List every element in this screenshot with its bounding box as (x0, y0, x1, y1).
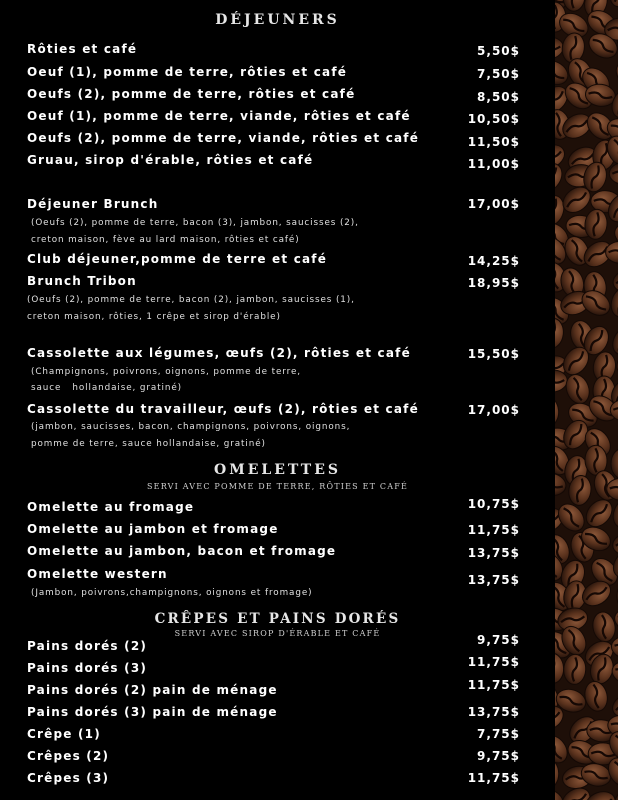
item-name: Crêpe (1) (27, 727, 101, 741)
item-name: Pains dorés (3) pain de ménage (27, 705, 278, 719)
section-title-dejeuners: DÉJEUNERS (215, 12, 340, 28)
item-price: 5,50$ (477, 44, 520, 58)
item-name: Oeufs (2), pomme de terre, rôties et café (27, 87, 356, 101)
item-name: Omelette au jambon, bacon et fromage (27, 544, 337, 558)
item-name: Oeufs (2), pomme de terre, viande, rôties et café (27, 131, 420, 145)
item-description: (Jambon, poivrons,champignons, oignons et fromage) (31, 588, 313, 598)
item-description: creton maison, fève au lard maison, rôties et café) (31, 235, 300, 245)
item-name: Omelette au jambon et fromage (27, 522, 279, 536)
coffee-beans-image (555, 0, 618, 800)
item-description: sauce hollandaise, gratiné) (31, 383, 183, 393)
item-price: 13,75$ (467, 546, 520, 560)
item-name: Brunch Tribon (27, 274, 137, 288)
item-price: 18,95$ (467, 276, 520, 290)
item-name: Crêpes (3) (27, 771, 110, 785)
item-name: Oeuf (1), pomme de terre, rôties et café (27, 65, 348, 79)
item-price: 14,25$ (467, 254, 520, 268)
item-price: 9,75$ (477, 633, 520, 647)
item-price: 11,50$ (467, 135, 520, 149)
item-description: (Oeufs (2), pomme de terre, bacon (2), jambon, saucisses (1), (27, 295, 355, 305)
item-description: pomme de terre, sauce hollandaise, gratiné) (31, 439, 266, 449)
item-price: 9,75$ (477, 749, 520, 763)
item-price: 11,75$ (467, 678, 520, 692)
item-description: (jambon, saucisses, bacon, champignons, poivrons, oignons, (31, 422, 351, 432)
item-name: Cassolette aux légumes, œufs (2), rôties et café (27, 346, 411, 360)
item-name: Pains dorés (2) pain de ménage (27, 683, 278, 697)
item-description: creton maison, rôties, 1 crêpe et sirop d'érable) (27, 312, 281, 322)
section-title-omelettes: OMELETTES (214, 462, 341, 478)
item-name: Crêpes (2) (27, 749, 110, 763)
item-price: 11,00$ (467, 157, 520, 171)
item-price: 8,50$ (477, 90, 520, 104)
item-name: Omelette western (27, 567, 168, 581)
item-name: Oeuf (1), pomme de terre, viande, rôties et café (27, 109, 411, 123)
item-description: (Champignons, poivrons, oignons, pomme de terre, (31, 367, 301, 377)
item-price: 17,00$ (467, 197, 520, 211)
item-name: Pains dorés (2) (27, 639, 148, 653)
item-price: 11,75$ (467, 523, 520, 537)
item-description: (Oeufs (2), pomme de terre, bacon (3), jambon, saucisses (2), (31, 218, 359, 228)
item-price: 15,50$ (467, 347, 520, 361)
item-name: Pains dorés (3) (27, 661, 148, 675)
item-name: Rôties et café (27, 42, 138, 56)
item-price: 7,50$ (477, 67, 520, 81)
item-name: Déjeuner Brunch (27, 197, 159, 211)
item-price: 10,75$ (467, 497, 520, 511)
item-price: 17,00$ (467, 403, 520, 417)
item-name: Cassolette du travailleur, œufs (2), rôties et café (27, 402, 419, 416)
item-name: Gruau, sirop d'érable, rôties et café (27, 153, 314, 167)
item-name: Club déjeuner,pomme de terre et café (27, 252, 328, 266)
item-price: 10,50$ (467, 112, 520, 126)
coffee-beans-graphic (555, 0, 618, 800)
item-price: 11,75$ (467, 771, 520, 785)
section-subtitle-omelettes: SERVI AVEC POMME DE TERRE, RÔTIES ET CAFÉ (146, 482, 408, 491)
item-price: 13,75$ (467, 705, 520, 719)
section-subtitle-crepes: SERVI AVEC SIROP D'ÉRABLE ET CAFÉ (174, 629, 381, 638)
item-name: Omelette au fromage (27, 500, 195, 514)
item-price: 11,75$ (467, 655, 520, 669)
item-price: 7,75$ (477, 727, 520, 741)
item-price: 13,75$ (467, 573, 520, 587)
section-title-crepes: CRÊPES ET PAINS DORÉS (154, 611, 401, 627)
